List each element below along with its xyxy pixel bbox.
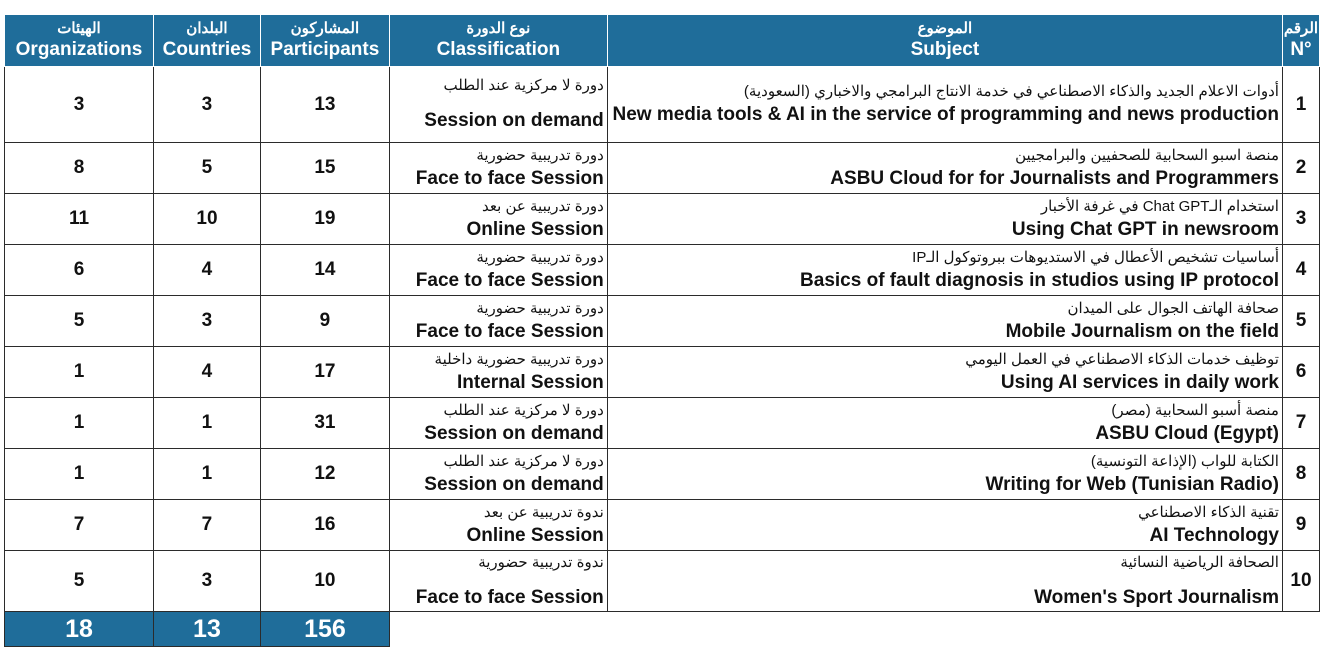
countries-cell: 4 xyxy=(153,347,260,398)
table-row xyxy=(5,347,1320,398)
number-cell: 7 xyxy=(1282,398,1319,449)
countries-cell: 3 xyxy=(153,296,260,347)
subject-en: ASBU Cloud for for Journalists and Programmers xyxy=(830,167,1279,189)
organizations-cell: 5 xyxy=(5,296,154,347)
subject-ar: منصة أسبو السحابية (مصر) xyxy=(1111,401,1279,419)
classification-en: Face to face Session xyxy=(415,167,604,189)
header-classification-ar: نوع الدورة xyxy=(466,19,531,37)
table-row xyxy=(5,67,1320,143)
header-number-en: N° xyxy=(1290,38,1312,60)
total-organizations: 18 xyxy=(5,612,154,647)
classification-cell xyxy=(389,194,607,245)
totals-row xyxy=(5,612,1320,647)
participants-cell: 15 xyxy=(260,143,389,194)
organizations-cell: 1 xyxy=(5,398,154,449)
classification-en: Online Session xyxy=(466,218,604,240)
totals-spacer xyxy=(1282,612,1319,647)
classification-ar: دورة تدريبية عن بعد xyxy=(482,197,604,215)
organizations-cell: 7 xyxy=(5,500,154,551)
table-row xyxy=(5,245,1320,296)
classification-en: Internal Session xyxy=(456,371,604,393)
classification-ar: دورة تدريبية حضورية xyxy=(476,146,604,164)
participants-cell: 13 xyxy=(260,67,389,143)
total-countries: 13 xyxy=(153,612,260,647)
subject-en: New media tools & AI in the service of programming and news production xyxy=(612,104,1279,125)
subject-en: Women's Sport Journalism xyxy=(1034,586,1279,608)
subject-ar: صحافة الهاتف الجوال على الميدان xyxy=(1067,299,1279,317)
organizations-cell: 1 xyxy=(5,449,154,500)
classification-ar: ندوة تدريبية حضورية xyxy=(478,553,604,571)
classification-en: Face to face Session xyxy=(415,586,604,608)
header-participants-ar: المشاركون xyxy=(290,19,360,37)
number-cell: 6 xyxy=(1282,347,1319,398)
subject-en: Writing for Web (Tunisian Radio) xyxy=(985,473,1279,495)
totals-spacer xyxy=(607,612,1282,647)
classification-cell xyxy=(389,347,607,398)
subject-cell xyxy=(607,347,1282,398)
number-cell: 8 xyxy=(1282,449,1319,500)
number-cell: 9 xyxy=(1282,500,1319,551)
countries-cell: 1 xyxy=(153,449,260,500)
classification-ar: دورة تدريبية حضورية داخلية xyxy=(434,350,604,368)
classification-ar: ندوة تدريبية عن بعد xyxy=(483,503,604,521)
countries-cell: 1 xyxy=(153,398,260,449)
classification-cell xyxy=(389,245,607,296)
table-row xyxy=(5,551,1320,612)
subject-cell xyxy=(607,143,1282,194)
countries-cell: 5 xyxy=(153,143,260,194)
classification-cell xyxy=(389,398,607,449)
header-countries-ar: البلدان xyxy=(186,19,228,37)
number-cell: 1 xyxy=(1282,67,1319,143)
classification-en: Face to face Session xyxy=(415,269,604,291)
totals-spacer xyxy=(389,612,607,647)
table-row xyxy=(5,194,1320,245)
classification-cell xyxy=(389,67,607,143)
header-number-ar: الرقم xyxy=(1283,19,1319,37)
classification-cell xyxy=(389,500,607,551)
participants-cell: 12 xyxy=(260,449,389,500)
table-row xyxy=(5,398,1320,449)
organizations-cell: 11 xyxy=(5,194,154,245)
classification-en: Online Session xyxy=(466,524,604,546)
header-number xyxy=(1282,15,1319,67)
classification-ar: دورة لا مركزية عند الطلب xyxy=(443,401,604,419)
organizations-cell: 8 xyxy=(5,143,154,194)
subject-en: Using Chat GPT in newsroom xyxy=(1011,218,1279,240)
header-subject-ar: الموضوع xyxy=(917,19,973,37)
subject-ar: الصحافة الرياضية النسائية xyxy=(1120,553,1279,571)
classification-cell xyxy=(389,143,607,194)
classification-cell xyxy=(389,296,607,347)
table-row xyxy=(5,143,1320,194)
subject-cell xyxy=(607,194,1282,245)
header-row xyxy=(5,15,1320,67)
number-cell: 10 xyxy=(1282,551,1319,612)
table-row xyxy=(5,449,1320,500)
subject-en: Basics of fault diagnosis in studios using IP protocol xyxy=(800,269,1279,291)
classification-ar: دورة لا مركزية عند الطلب xyxy=(443,77,604,94)
header-countries-en: Countries xyxy=(162,38,252,60)
subject-cell xyxy=(607,551,1282,612)
header-participants xyxy=(260,15,389,67)
header-participants-en: Participants xyxy=(270,38,380,60)
header-subject xyxy=(607,15,1282,67)
classification-en: Session on demand xyxy=(424,473,604,495)
countries-cell: 4 xyxy=(153,245,260,296)
header-organizations-ar: الهيئات xyxy=(57,19,101,37)
subject-ar: تقنية الذكاء الاصطناعي xyxy=(1138,503,1279,521)
number-cell: 2 xyxy=(1282,143,1319,194)
table-row xyxy=(5,500,1320,551)
number-cell: 4 xyxy=(1282,245,1319,296)
participants-cell: 31 xyxy=(260,398,389,449)
header-countries xyxy=(153,15,260,67)
organizations-cell: 5 xyxy=(5,551,154,612)
subject-cell xyxy=(607,500,1282,551)
subject-en: Mobile Journalism on the field xyxy=(1005,320,1279,342)
countries-cell: 7 xyxy=(153,500,260,551)
training-sessions-table xyxy=(4,14,1320,647)
subject-ar: استخدام الـChat GPT في غرفة الأخبار xyxy=(1040,197,1279,215)
participants-cell: 10 xyxy=(260,551,389,612)
subject-cell xyxy=(607,449,1282,500)
subject-cell xyxy=(607,398,1282,449)
total-participants: 156 xyxy=(260,612,389,647)
participants-cell: 9 xyxy=(260,296,389,347)
subject-ar: الكتابة للواب (الإذاعة التونسية) xyxy=(1090,452,1279,470)
number-cell: 5 xyxy=(1282,296,1319,347)
organizations-cell: 3 xyxy=(5,67,154,143)
subject-ar: أدوات الاعلام الجديد والذكاء الاصطناعي في خدمة الانتاج البرامجي والاخباري (السعودية) xyxy=(743,83,1279,100)
classification-ar: دورة لا مركزية عند الطلب xyxy=(443,452,604,470)
header-classification-en: Classification xyxy=(436,38,561,60)
subject-cell xyxy=(607,296,1282,347)
organizations-cell: 6 xyxy=(5,245,154,296)
classification-ar: دورة تدريبية حضورية xyxy=(476,299,604,317)
classification-en: Session on demand xyxy=(424,110,604,131)
header-classification xyxy=(389,15,607,67)
countries-cell: 3 xyxy=(153,67,260,143)
classification-en: Session on demand xyxy=(424,422,604,444)
classification-en: Face to face Session xyxy=(415,320,604,342)
participants-cell: 19 xyxy=(260,194,389,245)
subject-en: ASBU Cloud (Egypt) xyxy=(1095,422,1279,444)
countries-cell: 3 xyxy=(153,551,260,612)
table-row xyxy=(5,296,1320,347)
subject-cell xyxy=(607,67,1282,143)
classification-cell xyxy=(389,449,607,500)
subject-cell xyxy=(607,245,1282,296)
organizations-cell: 1 xyxy=(5,347,154,398)
header-organizations-en: Organizations xyxy=(15,38,143,60)
subject-ar: توظيف خدمات الذكاء الاصطناعي في العمل اليومي xyxy=(965,350,1279,368)
participants-cell: 14 xyxy=(260,245,389,296)
countries-cell: 10 xyxy=(153,194,260,245)
header-organizations xyxy=(5,15,154,67)
classification-ar: دورة تدريبية حضورية xyxy=(476,248,604,266)
header-subject-en: Subject xyxy=(910,38,980,60)
subject-ar: منصة اسبو السحابية للصحفيين والبرامجيين xyxy=(1015,146,1279,164)
subject-ar: أساسيات تشخيص الأعطال في الاستديوهات ببروتوكول الـIP xyxy=(912,248,1279,266)
subject-en: AI Technology xyxy=(1149,524,1279,546)
participants-cell: 16 xyxy=(260,500,389,551)
participants-cell: 17 xyxy=(260,347,389,398)
classification-cell xyxy=(389,551,607,612)
subject-en: Using AI services in daily work xyxy=(1000,371,1279,393)
number-cell: 3 xyxy=(1282,194,1319,245)
